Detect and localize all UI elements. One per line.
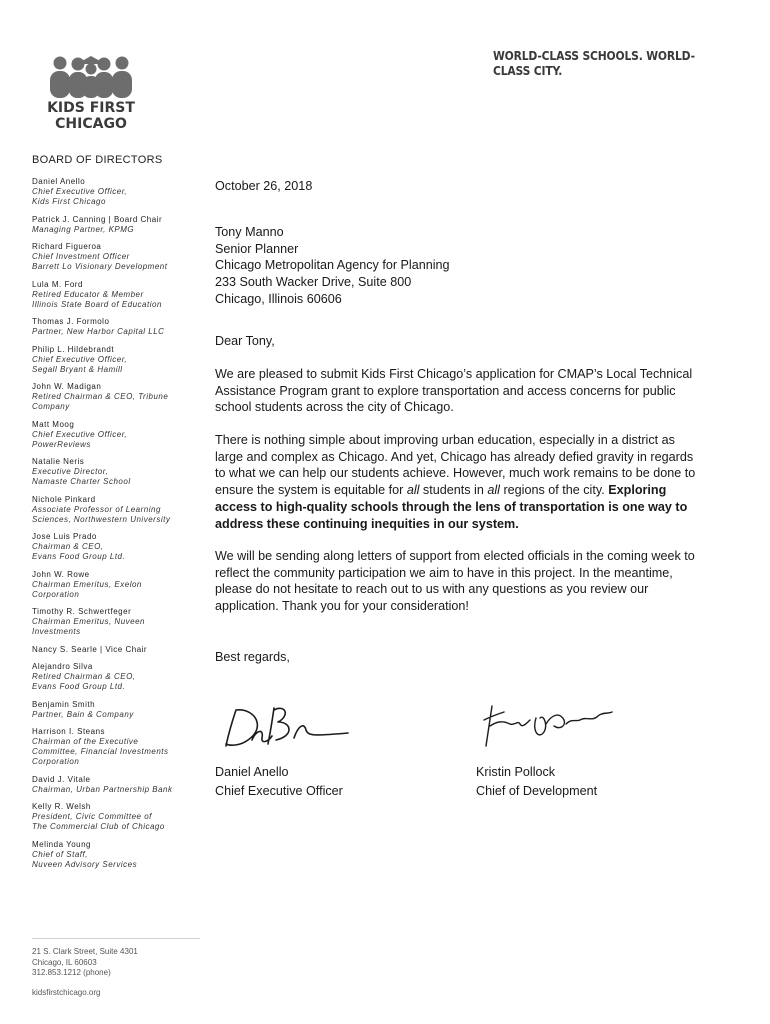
board-member-name: John W. Madigan [32,382,102,391]
paragraph-2 [215,432,705,532]
letter-date: October 26, 2018 [215,179,313,193]
board-member [32,700,207,720]
recipient-street: 233 South Wacker Drive, Suite 800 [215,275,412,290]
board-member-role: Segall Bryant & Hamill [32,364,123,374]
board-member [32,802,207,832]
board-member-name: Alejandro Silva [32,662,93,671]
board-member [32,242,207,272]
board-member-name: David J. Vitale [32,774,91,784]
kids-first-chicago-logo [44,55,138,133]
signatory-title: Chief of Development [476,783,598,798]
board-member-name: Matt Moog [32,419,75,429]
board-member-role: Chairman of the Executive [32,737,139,746]
board-member-name: Richard Figueroa [32,242,102,251]
board-member [32,532,207,562]
board-member-role: Executive Director, [32,467,109,476]
logo-text-line2: CHICAGO [55,116,127,132]
signatory-title: Chief Executive Officer [215,783,343,798]
website-link[interactable]: kidsfirstchicago.org [32,988,101,997]
board-member-role: Partner, Bain & Company [32,709,134,719]
address-block [32,947,138,979]
board-member-name: Jose Luis Prado [32,532,97,541]
board-member-role: Barrett Lo Visionary Development [32,262,168,271]
signatory-block [476,763,597,800]
board-member-role: Retired Chairman & CEO, Tribune [32,392,169,401]
board-member-role: Committee, Financial Investments [32,747,169,756]
board-member-role: Associate Professor of Learning [32,504,161,514]
logo-text-line1: KIDS FIRST [47,100,135,116]
board-member-role: President, Civic Committee of [32,812,152,821]
board-member-role: Company [32,402,70,411]
recipient-name: Tony Manno [215,225,284,239]
board-member-name: John W. Rowe [32,569,90,579]
board-member [32,570,207,600]
board-member-role: Illinois State Board of Education [32,299,162,309]
board-member-role: Chairman Emeritus, Exelon [32,579,142,589]
board-member-role: Chief Executive Officer, [32,187,128,196]
board-member-list [32,177,207,877]
board-member-name: Thomas J. Formolo [32,317,110,326]
board-member [32,607,207,637]
board-member-role: Chairman & CEO, [32,542,104,551]
board-member [32,382,207,412]
board-member [32,215,207,235]
board-member-role: PowerReviews [32,439,91,449]
board-member-role: Chief Executive Officer, [32,354,128,364]
para2-bold-statement: Exploring access to high-quality schools through the lens of transportation is one way to address these continuing inequities in our system. [215,483,688,531]
para2-text: regions of the city. [499,483,609,498]
tagline: WORLD-CLASS SCHOOLS. WORLD-CLASS CITY. [493,48,695,78]
board-member-role: Retired Educator & Member [32,289,144,299]
para2-emphasis: all [406,483,420,498]
board-member-role: The Commercial Club of Chicago [32,822,165,831]
board-member [32,662,207,692]
board-member-role: Corporation [32,589,80,599]
board-member-role: Corporation [32,757,80,766]
board-member-name: Philip L. Hildebrandt [32,344,115,354]
board-member [32,317,207,337]
board-member [32,840,207,870]
board-member-name: Daniel Anello [32,177,86,186]
para2-text: students in [419,483,488,498]
board-member-role: Evans Food Group Ltd. [32,552,126,561]
board-member-role: Nuveen Advisory Services [32,859,138,869]
signatory-name: Daniel Anello [215,765,289,779]
address-line: Chicago, IL 60603 [32,957,97,967]
board-member [32,420,207,450]
board-member [32,345,207,375]
signatory-name: Kristin Pollock [476,765,556,779]
board-member-name: Nancy S. Searle | Vice Chair [32,644,148,654]
sidebar-divider [32,938,200,939]
board-member [32,457,207,487]
signature-kristin-pollock [480,700,615,750]
recipient-org: Chicago Metropolitan Agency for Planning [215,258,450,273]
board-member-name: Lula M. Ford [32,279,83,289]
recipient-city: Chicago, Illinois 60606 [215,291,342,306]
board-member-role: Chief Executive Officer, [32,429,128,439]
recipient-title: Senior Planner [215,241,299,256]
signatory-block [215,763,343,800]
board-member-role: Investments [32,627,81,636]
board-heading: BOARD OF DIRECTORS [32,154,163,166]
logo-people-icon [44,55,138,100]
board-member-role: Chief of Staff, [32,849,88,859]
board-member [32,495,207,525]
board-member-role: Retired Chairman & CEO, [32,672,136,681]
board-member-name: Kelly R. Welsh [32,802,91,811]
board-member [32,177,207,207]
board-member [32,727,207,767]
board-member-role: Sciences, Northwestern University [32,514,171,524]
board-member-name: Benjamin Smith [32,699,96,709]
board-member-name: Natalie Neris [32,457,85,466]
board-member-role: Chairman Emeritus, Nuveen [32,617,145,626]
signature-daniel-anello [222,700,352,752]
board-member [32,645,207,655]
salutation: Dear Tony, [215,334,275,348]
board-member-role: Managing Partner, KPMG [32,224,135,234]
para2-emphasis: all [487,483,500,498]
board-member-role: Chairman, Urban Partnership Bank [32,784,173,794]
board-member-name: Patrick J. Canning | Board Chair [32,214,163,224]
board-member [32,775,207,795]
address-line: 21 S. Clark Street, Suite 4301 [32,947,138,956]
closing: Best regards, [215,650,290,664]
para2-text: There is nothing simple about improving urban education, especially in a district as large and complex as Chicago. And yet, Chicago has already defied gravity in regards to what we can help our students achieve. However, much work remains to be done to ensure the system is equitable for [215,433,696,498]
board-member-name: Nichole Pinkard [32,494,96,504]
board-member-role: Partner, New Harbor Capital LLC [32,327,165,336]
recipient-block [215,224,705,308]
board-member-role: Namaste Charter School [32,477,131,486]
address-line: 312.853.1212 (phone) [32,968,111,977]
board-member-name: Harrison I. Steans [32,727,106,736]
board-member-role: Evans Food Group Ltd. [32,682,126,691]
paragraph-3: We will be sending along letters of support from elected officials in the coming week to reflect the community participation we aim to have in this project. In the meantime, please do not hesitate to reach out to us with any questions as you review our application. Thank you for your consideration! [215,549,695,614]
board-member-name: Melinda Young [32,839,91,849]
board-member-role: Kids First Chicago [32,197,106,206]
board-member-name: Timothy R. Schwertfeger [32,607,132,616]
paragraph-1: We are pleased to submit Kids First Chicago’s application for CMAP’s Local Technical Assistance Program grant to explore transportation and access concerns for public school students across the city of Chicago. [215,367,693,415]
board-member-role: Chief Investment Officer [32,252,130,261]
board-member [32,280,207,310]
